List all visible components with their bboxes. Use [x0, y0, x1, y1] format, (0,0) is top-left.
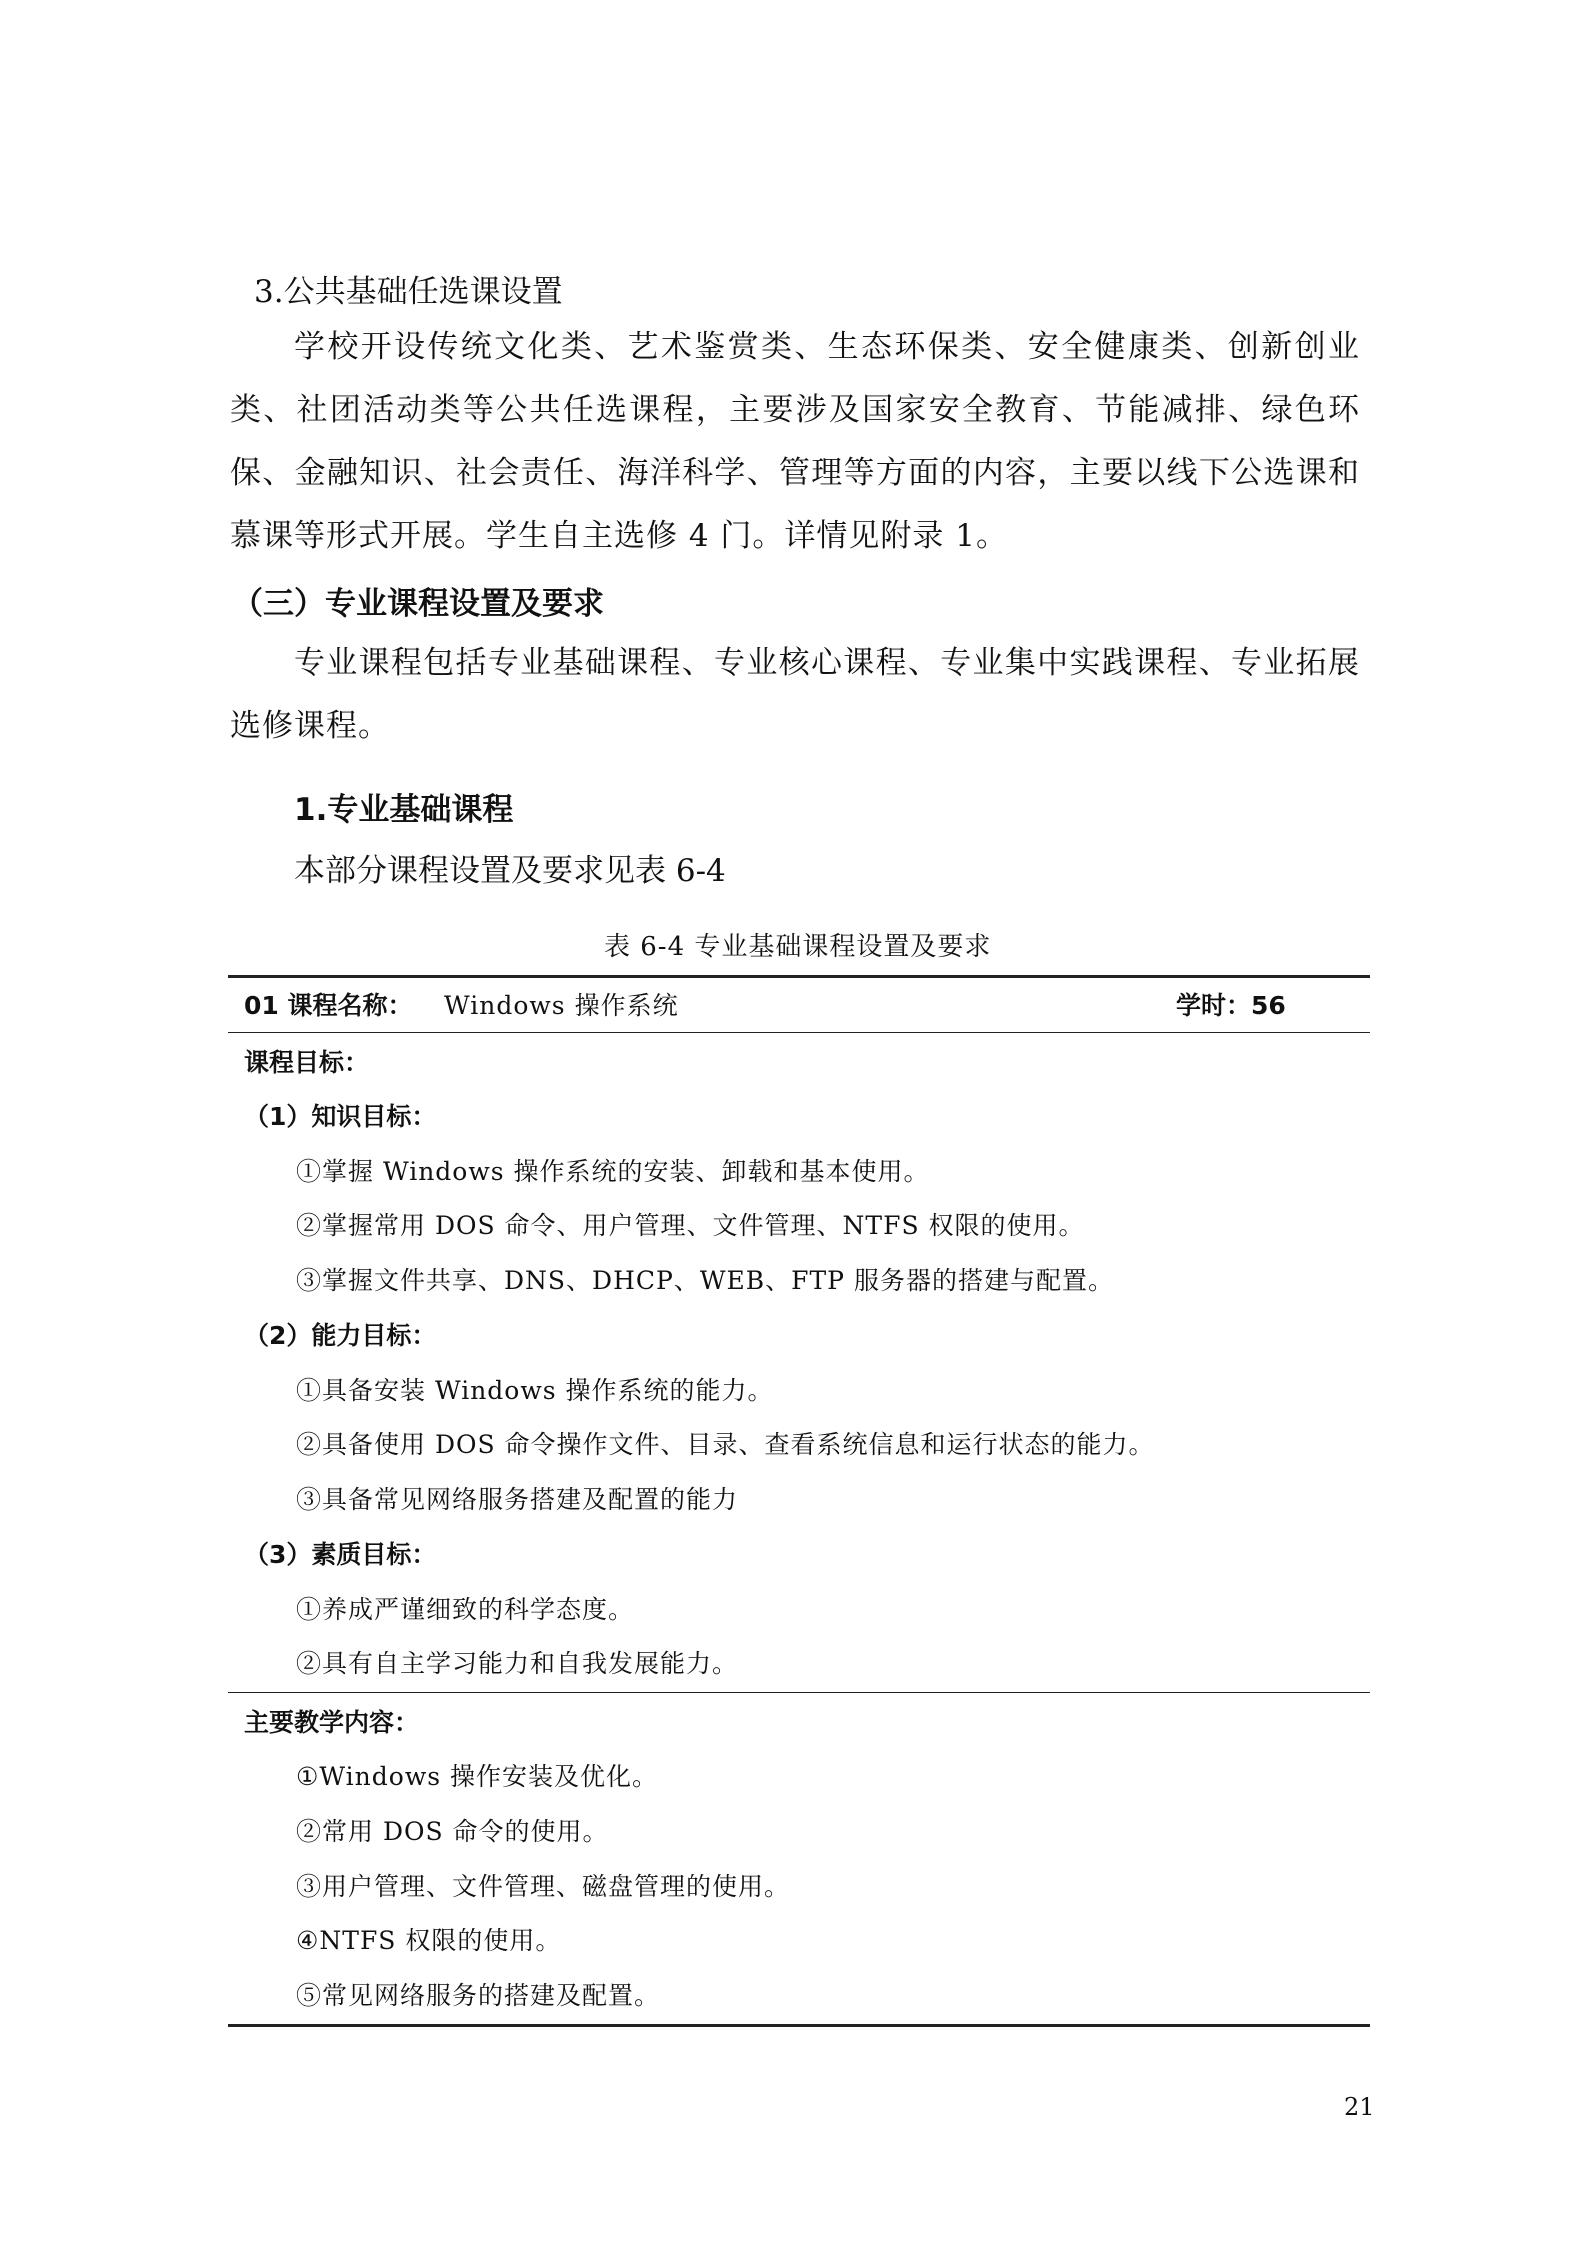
ability-item: ①具备安装 Windows 操作系统的能力。 [296, 1376, 774, 1405]
objectives-label: 课程目标： [244, 1048, 370, 1077]
table-content-rule [228, 1692, 1370, 1693]
content-item: ①Windows 操作安装及优化。 [296, 1762, 658, 1791]
subsection-heading: 1.专业基础课程 [294, 792, 514, 828]
content-item: ④NTFS 权限的使用。 [296, 1926, 562, 1955]
content-item: ⑤常见网络服务的搭建及配置。 [296, 1981, 661, 2010]
quality-label: （3）素质目标： [244, 1540, 437, 1569]
table-header-rule [228, 1032, 1370, 1033]
course-label: 01 课程名称： [244, 991, 413, 1020]
section-paragraph: 学校开设传统文化类、艺术鉴赏类、生态环保类、安全健康类、创新创业类、社团活动类等公共任选课程，主要涉及国家安全教育、节能减排、绿色环保、金融知识、社会责任、海洋科学、管理等方面的内容，主要以线下公选课和慕课等形式开展。学生自主选修 4 门。详情见附录 1。 [230, 329, 1360, 554]
table-top-rule [228, 975, 1370, 978]
ability-label: （2）能力目标： [244, 1321, 437, 1350]
quality-item: ①养成严谨细致的科学态度。 [296, 1595, 635, 1624]
part-heading: （三）专业课程设置及要求 [232, 586, 604, 622]
part-paragraph: 专业课程包括专业基础课程、专业核心课程、专业集中实践课程、专业拓展选修课程。 [230, 645, 1360, 744]
knowledge-item: ③掌握文件共享、DNS、DHCP、WEB、FTP 服务器的搭建与配置。 [296, 1266, 1114, 1295]
knowledge-item: ②掌握常用 DOS 命令、用户管理、文件管理、NTFS 权限的使用。 [296, 1211, 1085, 1240]
quality-item: ②具有自主学习能力和自我发展能力。 [296, 1649, 739, 1678]
course-name: Windows 操作系统 [444, 991, 679, 1020]
ability-item: ③具备常见网络服务搭建及配置的能力 [296, 1485, 739, 1514]
content-item: ②常用 DOS 命令的使用。 [296, 1817, 609, 1846]
knowledge-label: （1）知识目标： [244, 1102, 437, 1131]
knowledge-item: ①掌握 Windows 操作系统的安装、卸载和基本使用。 [296, 1157, 930, 1186]
subsection-intro: 本部分课程设置及要求见表 6-4 [294, 853, 726, 889]
page-number: 21 [1344, 2093, 1375, 2121]
ability-item: ②具备使用 DOS 命令操作文件、目录、查看系统信息和运行状态的能力。 [296, 1430, 1155, 1459]
table-caption: 表 6-4 专业基础课程设置及要求 [604, 932, 992, 962]
table-bottom-rule [228, 2024, 1370, 2027]
course-hours: 学时：56 [1176, 991, 1286, 1020]
content-item: ③用户管理、文件管理、磁盘管理的使用。 [296, 1872, 791, 1901]
section-heading: 3.公共基础任选课设置 [254, 274, 563, 310]
content-label: 主要教学内容： [244, 1708, 420, 1737]
